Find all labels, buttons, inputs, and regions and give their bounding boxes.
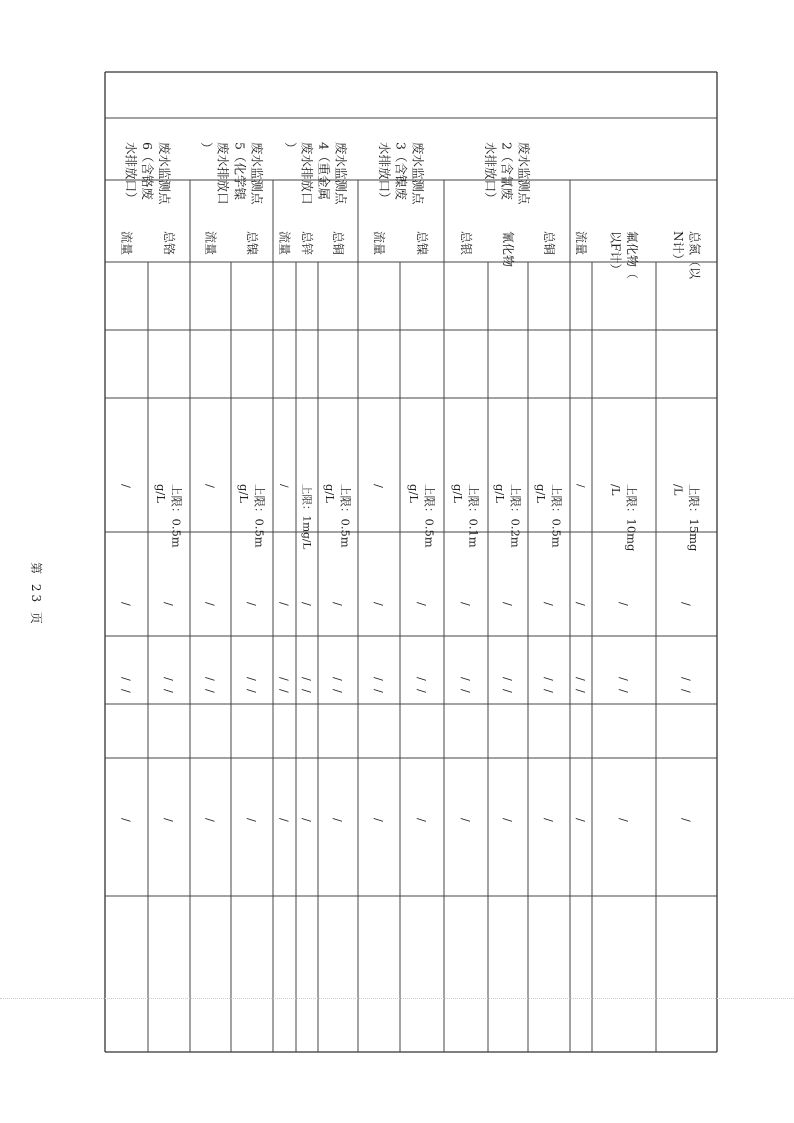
cell-value [501,602,514,606]
svg-text:/: / [203,818,217,822]
svg-text:/: / [245,677,259,681]
svg-text:上限：0.5mg/L: 上限：0.5mg/L [534,484,564,548]
svg-text:/: / [245,818,259,822]
svg-text:流量: 流量 [119,231,134,256]
svg-text:/: / [277,602,291,606]
svg-text:/: / [542,818,556,822]
pollutant-name [331,231,346,255]
svg-text:/: / [679,677,693,681]
svg-text:/: / [679,818,693,822]
cell-value [331,689,344,693]
cell-value [120,602,133,606]
cell-value [278,818,291,822]
pollutant-name [203,231,218,255]
cell-value [680,677,693,681]
svg-text:/: / [415,818,429,822]
pollutant-name [415,231,430,255]
svg-text:/: / [459,689,473,693]
cell-value [162,818,175,822]
page-number: 第 23 页 [29,562,43,627]
cell-value [617,689,630,693]
svg-text:/: / [162,689,176,693]
cell-value [162,677,175,681]
table-grid [105,72,717,1052]
pollutant-name [162,231,176,255]
svg-text:/: / [574,602,588,606]
limit-value [154,484,184,548]
svg-text:/: / [203,689,217,693]
svg-text:上限：15mg/L: 上限：15mg/L [671,484,702,552]
svg-text:/: / [245,689,259,693]
monitoring-point [283,142,349,205]
limit-value [119,484,133,488]
monitoring-point [483,142,532,205]
svg-text:/: / [300,818,314,822]
cell-value [617,677,630,681]
svg-text:/: / [542,689,556,693]
cell-value [574,818,587,822]
svg-text:/: / [542,677,556,681]
cell-value [415,689,428,693]
svg-text:废水监测点2（含氰废水排放口）: 废水监测点2（含氰废水排放口） [482,142,532,205]
svg-text:废水监测点3（含镍废水排放口）: 废水监测点3（含镍废水排放口） [376,142,426,205]
svg-text:/: / [372,602,386,606]
cell-value [372,818,385,822]
svg-text:总铜: 总铜 [330,231,345,256]
svg-text:/: / [162,602,176,606]
svg-text:/: / [119,484,134,488]
svg-text:/: / [372,689,386,693]
svg-text:/: / [162,818,176,822]
svg-text:/: / [679,689,693,693]
svg-text:/: / [372,818,386,822]
limit-value [574,484,586,488]
svg-text:废水监测点5（化学镍废水排放口）: 废水监测点5（化学镍废水排放口） [198,142,265,205]
svg-text:/: / [501,689,515,693]
limit-value [278,484,290,488]
svg-text:/: / [300,689,314,693]
cell-value [331,677,344,681]
svg-text:/: / [542,602,556,606]
limit-value [672,484,702,552]
cell-value [300,602,313,606]
cell-value [415,818,428,822]
svg-text:/: / [119,818,133,822]
monitoring-point [123,142,172,205]
svg-text:氰化物: 氰化物 [500,231,515,268]
cell-value [542,818,555,822]
svg-text:上限：0.1mg/L: 上限：0.1mg/L [451,484,481,548]
svg-text:/: / [459,602,473,606]
limit-value [372,484,386,488]
svg-text:总镍: 总镍 [244,231,259,256]
svg-text:上限：10mg/L: 上限：10mg/L [609,484,639,552]
cell-value [331,818,344,822]
svg-text:/: / [203,677,217,681]
monitoring-point [199,142,265,205]
limit-value [493,484,523,548]
cell-value [162,689,175,693]
cell-value [680,689,693,693]
svg-text:/: / [331,689,345,693]
limit-value [323,484,353,548]
svg-text:上限：1mg/L: 上限：1mg/L [300,484,313,550]
pollutant-name [574,231,589,255]
svg-text:上限：0.5mg/L: 上限：0.5mg/L [407,484,437,548]
svg-text:/: / [617,602,631,606]
svg-text:/: / [459,677,473,681]
svg-text:/: / [574,677,588,681]
cell-value [300,677,313,681]
limit-value [203,484,217,488]
svg-text:/: / [501,677,515,681]
svg-text:流量: 流量 [573,231,588,256]
limit-value [300,484,313,549]
cell-value [617,602,630,606]
pollutant-name [277,231,292,255]
svg-text:总银: 总银 [458,231,473,256]
limit-value [407,484,437,548]
cell-value [574,689,587,693]
cell-value [415,677,428,681]
cell-value [120,689,133,693]
svg-text:/: / [617,818,631,822]
svg-text:/: / [162,677,176,681]
svg-text:/: / [119,602,133,606]
cell-value [120,677,133,681]
cell-value [204,689,217,693]
pollutant-name [459,231,473,255]
svg-text:/: / [501,602,515,606]
cell-value [501,689,514,693]
svg-text:/: / [277,484,290,488]
svg-text:/: / [245,602,259,606]
svg-text:上限：0.2mg/L: 上限：0.2mg/L [493,484,523,548]
cell-value [459,818,472,822]
svg-text:/: / [300,677,314,681]
svg-text:流量: 流量 [371,231,386,256]
cell-value [680,602,693,606]
cell-value [459,689,472,693]
svg-text:/: / [415,602,429,606]
cell-value [331,602,344,606]
cell-value [278,602,291,606]
svg-text:/: / [371,484,386,488]
svg-text:/: / [415,677,429,681]
pollutant-name [501,231,516,267]
svg-text:/: / [277,677,291,681]
pollutant-name [245,231,260,255]
svg-text:/: / [679,602,693,606]
table-texts [119,142,701,822]
cell-value [680,818,693,822]
svg-text:/: / [574,484,587,488]
pollutant-name [542,231,557,255]
cell-value [501,677,514,681]
cell-value [459,677,472,681]
cell-value [300,689,313,693]
pollutant-name [119,231,134,255]
cell-value [245,602,258,606]
pollutant-name [300,231,315,255]
pollutant-name [609,231,640,279]
cell-value [617,818,630,822]
svg-text:流量: 流量 [203,231,218,256]
limit-value [237,484,267,548]
svg-text:/: / [300,602,314,606]
cell-value [372,602,385,606]
svg-text:/: / [415,689,429,693]
svg-text:/: / [372,677,386,681]
svg-text:/: / [574,818,588,822]
cell-value [574,677,587,681]
limit-value [609,484,639,552]
svg-text:废水监测点6（含铬废水排放口）: 废水监测点6（含铬废水排放口） [123,142,172,205]
cell-value [501,818,514,822]
monitoring-point [377,142,426,205]
cell-value [372,677,385,681]
cell-value [204,602,217,606]
cell-value [278,689,291,693]
pollutant-name [671,231,701,280]
svg-text:/: / [203,484,218,488]
svg-text:总铜: 总铜 [541,231,556,256]
cell-value [415,602,428,606]
svg-text:上限：0.5mg/L: 上限：0.5mg/L [237,484,267,548]
svg-text:/: / [617,677,631,681]
svg-text:/: / [119,689,133,693]
cell-value [278,677,291,681]
svg-text:上限：0.5mg/L: 上限：0.5mg/L [323,484,353,548]
svg-text:/: / [119,677,133,681]
limit-value [451,484,481,548]
svg-text:废水监测点4（重金属废水排放口）: 废水监测点4（重金属废水排放口） [282,142,349,205]
pollutant-name [372,231,387,255]
svg-text:/: / [574,689,588,693]
cell-value [372,689,385,693]
cell-value [542,689,555,693]
cell-value [459,602,472,606]
svg-text:/: / [459,818,473,822]
svg-text:流量: 流量 [277,231,292,256]
svg-text:氟化物（以F计）: 氟化物（以F计） [608,231,639,280]
limit-value [534,484,564,548]
svg-text:/: / [331,677,345,681]
cell-value [542,677,555,681]
svg-text:/: / [277,689,291,693]
cell-value [162,602,175,606]
svg-text:上限：0.5mg/L: 上限：0.5mg/L [154,484,184,548]
svg-text:总锌: 总锌 [299,231,314,256]
svg-text:/: / [331,602,345,606]
cell-value [300,818,313,822]
svg-text:/: / [203,602,217,606]
svg-text:/: / [331,818,345,822]
cell-value [574,602,587,606]
svg-text:/: / [277,818,291,822]
cell-value [245,677,258,681]
svg-text:总镍: 总镍 [414,231,429,256]
cell-value [245,818,258,822]
cell-value [120,818,133,822]
cell-value [204,677,217,681]
svg-text:/: / [617,689,631,693]
cell-value [245,689,258,693]
svg-text:总氮（以N计）: 总氮（以N计） [671,231,702,280]
svg-text:总铬: 总铬 [161,231,176,256]
cell-value [542,602,555,606]
cell-value [204,818,217,822]
svg-text:/: / [501,818,515,822]
